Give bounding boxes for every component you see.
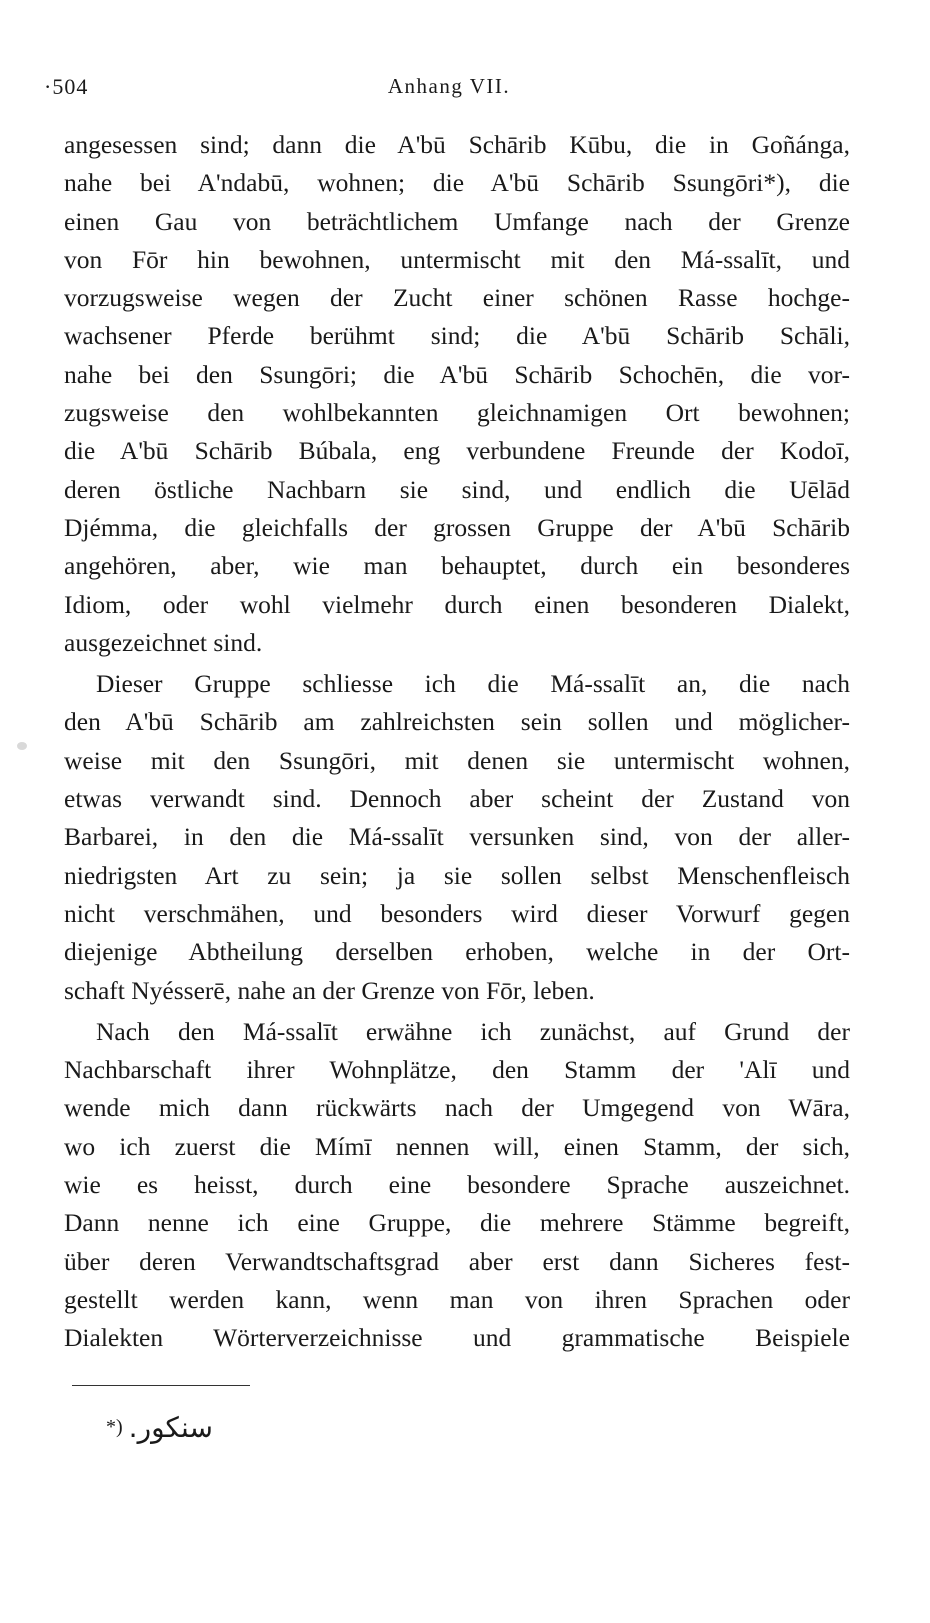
page-header [44,74,854,110]
text-line: einen Gau von beträchtlichem Umfange nach der Grenze [64,206,850,236]
text-line: diejenige Abtheilung derselben erhoben, welche in der Ort- [64,937,850,967]
footnote-divider [72,1385,250,1386]
footnote-arabic-text: سنكور. [128,1410,213,1444]
paragraph-3 [64,1013,850,1358]
text-line: die A'bū Schārib Búbala, eng verbundene Freunde der Kodoī, [64,436,850,466]
text-line: zugsweise den wohlbekannten gleichnamigen Ort bewohnen; [64,398,850,428]
text-line: Dieser Gruppe schliesse ich die Má-ssalīt an, die nach [96,669,850,699]
footnote [106,1402,213,1452]
text-line: schaft Nyésserē, nahe an der Grenze von Fōr, leben. [64,975,595,1005]
text-line: wie es heisst, durch eine besondere Sprache auszeichnet. [64,1170,850,1200]
scan-speck [17,742,27,750]
text-line: ausgezeichnet sind. [64,627,263,657]
running-head: Anhang VII. [387,74,511,98]
text-line: nahe bei A'ndabū, wohnen; die A'bū Schārib Ssungōri*), die [64,168,850,198]
text-line: weise mit den Ssungōri, mit denen sie untermischt wohnen, [64,745,850,775]
paragraph-2 [64,665,850,1010]
text-line: nahe bei den Ssungōri; die A'bū Schārib Schochēn, die vor- [64,359,850,389]
text-line: Nach den Má-ssalīt erwähne ich zunächst, auf Grund der [96,1016,850,1046]
text-line: deren östliche Nachbarn sie sind, und endlich die Uēlād [64,474,850,504]
text-line: niedrigsten Art zu sein; ja sie sollen selbst Menschenfleisch [64,860,850,890]
text-line: wende mich dann rückwärts nach der Umgegend von Wāra, [64,1093,850,1123]
page-number: ·504 [44,74,89,99]
text-line: wachsener Pferde berühmt sind; die A'bū Schārib Schāli, [64,321,850,351]
text-line: von Fōr hin bewohnen, untermischt mit den Má-ssalīt, und [64,244,850,274]
text-line: wo ich zuerst die Mímī nennen will, einen Stamm, der sich, [64,1131,850,1161]
text-line: Idiom, oder wohl vielmehr durch einen besonderen Dialekt, [64,589,850,619]
text-line: Djémma, die gleichfalls der grossen Gruppe der A'bū Schārib [64,512,850,542]
text-line: Nachbarschaft ihrer Wohnplätze, den Stamm der 'Alī und [64,1055,850,1085]
text-line: Barbarei, in den die Má-ssalīt versunken sind, von der aller- [64,822,850,852]
text-line: etwas verwandt sind. Dennoch aber scheint der Zustand von [64,784,850,814]
text-line: angehören, aber, wie man behauptet, durch ein besonderes [64,551,850,581]
footnote-marker: *) [106,1415,123,1438]
text-line: über deren Verwandtschaftsgrad aber erst dann Sicheres fest- [64,1246,850,1276]
paragraph-1 [64,126,850,662]
text-line: nicht verschmähen, und besonders wird dieser Vorwurf gegen [64,898,850,928]
text-line: Dann nenne ich eine Gruppe, die mehrere Stämme begreift, [64,1208,850,1238]
body-text [64,126,850,1358]
text-line: angesessen sind; dann die A'bū Schārib Kūbu, die in Goñánga, [64,130,850,159]
text-line: den A'bū Schārib am zahlreichsten sein sollen und möglicher- [64,707,850,737]
text-line: gestellt werden kann, wenn man von ihren Sprachen oder [64,1284,850,1314]
text-line: Dialekten Wörterverzeichnisse und grammatische Beispiele [64,1323,850,1353]
text-line: vorzugsweise wegen der Zucht einer schönen Rasse hochge- [64,283,850,313]
